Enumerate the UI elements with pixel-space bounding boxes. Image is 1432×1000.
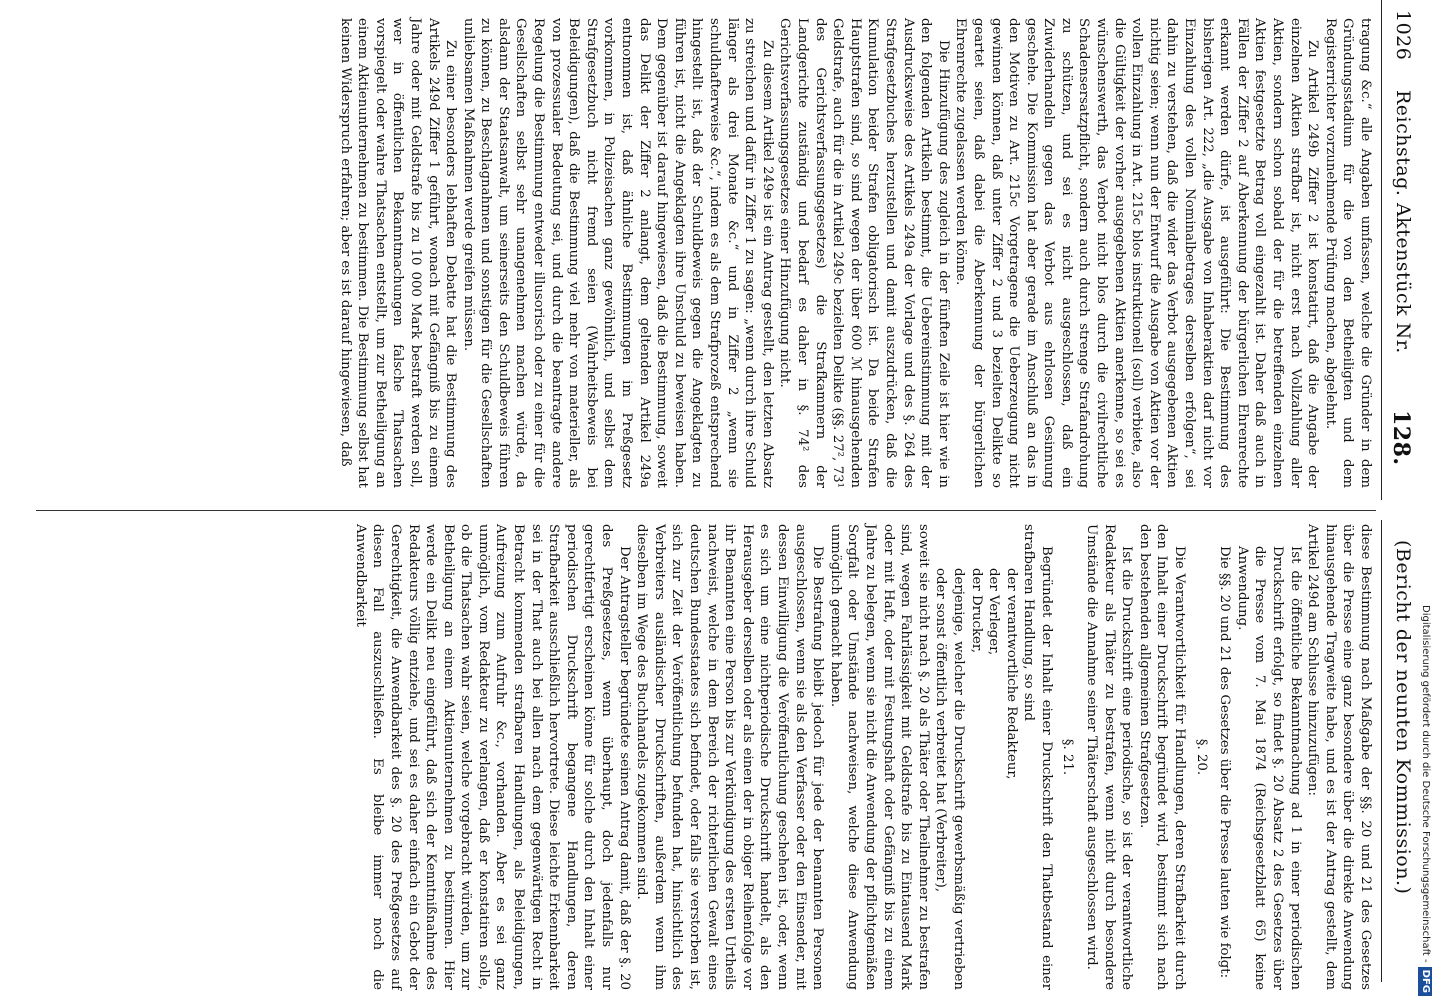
left-column [336, 18, 1374, 488]
paragraph: tragung &c.“ alle Angaben umfassen, welche die Gründer in dem Gründungsstadium für die von den Betheiligten und dem Registerrichter vorzunehmende Prüfung machen, abgelehnt. [1322, 18, 1373, 488]
paragraph: Zu diesem Artikel 249e ist ein Antrag gestellt, den letzten Absatz zu streichen und dafür in Ziffer 1 zu sagen: „wenn durch ihre Schuld länger als drei Monate &c.“ und in Ziffer 2 „wenn sie schuldhafterweise &c.“, indem es als dem Strafprozeß entsprechend hingestellt ist, daß der Schuldbeweis gegen die Angeklagten zu führen ist, nicht die Angeklagten ihre Unschuld zu beweisen haben. Dem gegenüber ist darauf hingewiesen, daß die Bestimmung, soweit das Delikt der Ziffer 2 anlangt, dem geltenden Artikel 249a entnommen ist, daß ähnliche Bestimmungen im Preßgesetz vorkommen, in Polizeisachen ganz gewöhnlich, und selbst dem Strafgesetzbuch nicht fremd seien (Wahrheitsbeweis bei Beleidigungen), daß die Bestimmung viel mehr von materieller, als von prozessualer Bedeutung sei, und durch die beantragte andere Regelung die Bestimmung entweder illusorisch oder zu einer für die Gesellschaften selbst sehr unangenehmen machen würde, da alsdann der Staatsanwalt, um seinerseits den Schuldbeweis führen zu können, zu Beschlagnahmen und sonstigen für die Gesellschaften unliebsamen Maßnahmen werde greifen müssen. [460, 18, 775, 488]
paragraph: Die §§. 20 und 21 des Gesetzes über die Presse lauten wie folgt: [1217, 546, 1233, 979]
proposed-amendment: Ist die öffentliche Bekanntmachung ad 1 in einer periodischen Druckschrift erfolgt, so findet §. 20 Absatz 2 des Gesetzes über die Presse vom 7. Mai 1874 (Reichsgesetzblatt 65) keine Anwendung. [1234, 546, 1303, 990]
page-number: 1026 [1392, 10, 1414, 61]
paragraph: Ist die Druckschrift eine periodische, so ist der verantwortliche Redakteur als Thäter zu bestrafen, wenn nicht durch besondere Umstände die Annahme seiner Thäterschaft ausgeschlossen wird. [1084, 524, 1135, 990]
paragraph: diese Bestimmung nach Maßgabe der §§. 20 und 21 des Gesetzes über die Presse eine ganz besondere über die direkte Anwendung hinausgehende Tragweite habe, und es ist der Antrag gestellt, dem Artikel 249d am Schlusse hinzuzufügen: [1305, 524, 1373, 990]
list-item: derjenige, welcher die Druckschrift gewerbsmäßig vertrieben oder sonst öffentlich verbreitet hat (Verbreiter), [933, 568, 966, 990]
dfg-logo: DFG [1418, 967, 1432, 996]
list-item: der verantwortliche Redakteur, [1003, 568, 1019, 780]
right-column [351, 524, 1374, 990]
paragraph: Die Verantwortlichkeit für Handlungen, deren Strafbarkeit durch den Inhalt einer Druckschrift begründet wird, bestimmt sich nach den bestehenden allgemeinen Strafgesetzen. [1136, 524, 1188, 990]
paragraph: Zu Artikel 249b Ziffer 2 ist konstatirt, daß die Angabe der einzelnen Aktien strafbar ist, nicht erst nach Vollzahlung aller Aktien, sondern schon sobald der für die betreffenden einzelnen Aktien festgesetzte Betrag voll eingezahlt ist. Daher daß auch in Fällen der Ziffer 2 auf Aberkennung der bürgerlichen Ehrenrechte erkannt werden dürfe, ist ausgeführt: Die Bestimmung des bisherigen Art. 222, „die Ausgabe von Inhaberaktien darf nicht vor Einzahlung des vollen Nominalbetrages derselben erfolgen“, sei dahin zu verstehen, daß die wider das Verbot ausgegebenen Aktien nichtig seien; wenn nun der Entwurf die Ausgabe von Aktien vor der vollen Einzahlung in Art. 215c blos instruktionell (soll) verbiete, also die Gültigkeit der vorher ausgegebenen Aktien anerkenne, so sei es wünschenswerth, das Verbot nicht blos durch die civilrechtliche Schadensersatzpflicht, sondern auch durch strenge Strafandrohung zu schützen, und sei es nicht ausgeschlossen, daß ein Zuwiderhandeln gegen das Verbot aus ehrlosen Gesinnung geschehe. Die Kommission hat aber gerade im Anschluß an das in den Motiven zu Art. 215c Vorgetragene die Ueberzeugung nicht gewinnen können, daß unter Ziffer 2 und 3 bezielten Delikte so geartet seien, daß dabei die Aberkennung der bürgerlichen Ehrenrechte zugelassen werden könne. [953, 18, 1321, 488]
section-heading: §. 21. [1060, 738, 1076, 776]
paragraph: Die Hinzufügung des zugleich in der fünften Zeile ist hier wie in den folgenden Artikeln bestimmt, die Uebereinstimmung mit der Ausdrucksweise des Artikels 249a der Vorlage und des §. 264 des Strafgesetzbuches herzustellen und damit auszudrücken, daß die Kumulation beider Strafen obligatorisch ist. Da beide Strafen Hauptstrafen sind, so sind wegen der über 600 ℳ hinausgehenden Geldstrafe, auch für die in Artikel 249c bezielten Delikte (§§. 27², 73¹ des Gerichtsverfassungsgesetzes) die Strafkammern der Landgerichte zuständig und bedarf es daher in §. 74² des Gerichtsverfassungsgesetzes einer Hinzufügung nicht. [777, 18, 951, 488]
footer-text: Digitalisierung gefördert durch die Deutsche Forschungsgemeinschaft - [1420, 605, 1431, 963]
paragraph: soweit sie nicht nach §. 20 als Thäter oder Theilnehmer zu bestrafen sind, wegen Fahrlässigkeit mit Geldstrafe bis zu Eintausend Mark oder mit Haft, oder mit Festungshaft oder Gefängniß bis zu einem Jahre zu belegen, wenn sie nicht die Anwendung der pflichtgemäßen Sorgfalt oder Umstände nachweisen, welche diese Anwendung unmöglich gemacht haben. [827, 524, 931, 990]
list-item: der Verleger, [986, 568, 1002, 656]
header-rule-left [1381, 0, 1382, 500]
header-right: (Bericht der neunten Kommission.) [1392, 540, 1414, 895]
list-item: der Drucker, [968, 568, 984, 654]
header-rule-right [1381, 520, 1382, 982]
digitization-footer [1418, 6, 1432, 996]
page-header [1384, 10, 1414, 988]
header-left: Reichstag. Aktenstück Nr. [1392, 90, 1414, 354]
footer-text-line [1418, 6, 1432, 996]
header-document-number [1388, 410, 1414, 466]
paragraph: Begründet der Inhalt einer Druckschrift den Thatbestand einer strafbaren Handlung, so sind [1021, 524, 1054, 990]
paragraph: Zu einer besonders lebhaften Debatte hat die Bestimmung des Artikels 249d Ziffer 1 geführt, wonach mit Gefängniß bis zu einem Jahre oder mit Geldstrafe bis zu 10 000 Mark bestraft werden soll, wer in öffentlichen Bekanntmachungen falsche Thatsachen vorspiegelt oder wahre Thatsachen entstellt, um zur Betheiligung an einem Aktienunternehmen zu bestimmen. Die Bestimmung selbst hat keinen Widerspruch erfahren; aber es ist darauf hingewiesen, daß [337, 18, 459, 488]
column-divider [36, 510, 1376, 511]
section-heading: §. 20. [1193, 738, 1209, 776]
paragraph: Die Bestrafung bleibt jedoch für jede der benannten Personen ausgeschlossen, wenn sie als den Verfasser oder den Einsender, mit dessen Einwilligung die Veröffentlichung geschehen ist, oder, wenn es sich um eine nichtperiodische Druckschrift handelt, als den Herausgeber derselben oder als einen der in obiger Reihenfolge vor ihr Benannten eine Person bis zur Verkündigung des ersten Urtheils nachweist, welche in dem Bereich der richterlichen Gewalt eines deutschen Bundesstaates sich befindet, oder falls sie verstorben ist, sich zur Zeit der Veröffentlichung befunden hat, hinsichtlich des Verbreiters ausländischer Druckschriften, außerdem wenn ihm dieselben im Wege des Buchhandels zugekommen sind. [634, 524, 826, 990]
document-number: 128. [1388, 410, 1414, 466]
paragraph: Der Antragsteller begründete seinen Antrag damit, daß der §. 20 des Preßgesetzes, wenn überhaupt, doch jedenfalls nur gerechtfertigt erscheinen könne für solche durch den Inhalt einer periodischen Druckschrift begangene Handlungen, deren Strafbarkeit ausschließlich hervortrete. Diese leichte Erkennbarkeit sei in der That auch bei allen nach dem gegenwärtigen Recht in Betracht kommenden strafbaren Handlungen, als Beleidigungen, Aufreizung zum Aufruhr &c., vorhanden. Aber es sei ganz unmöglich, vom Redakteur zu verlangen, daß er konstatiren solle, ob die Thatsachen wahr seien, welche vorgebracht würden, um zur Betheiligung an einem Aktienunternehmen zu bestimmen. Hier werde ein Delikt neu eingeführt, daß sich der Kenntnißnahme des Redakteurs völlig entziehe, und sei es daher einfach ein Gebot der Gerechtigkeit, die Anwendbarkeit des §. 20 des Preßgesetzes auf diesen Fall auszuschließen. Es bleibe immer noch die Anwendbarkeit [352, 524, 632, 990]
